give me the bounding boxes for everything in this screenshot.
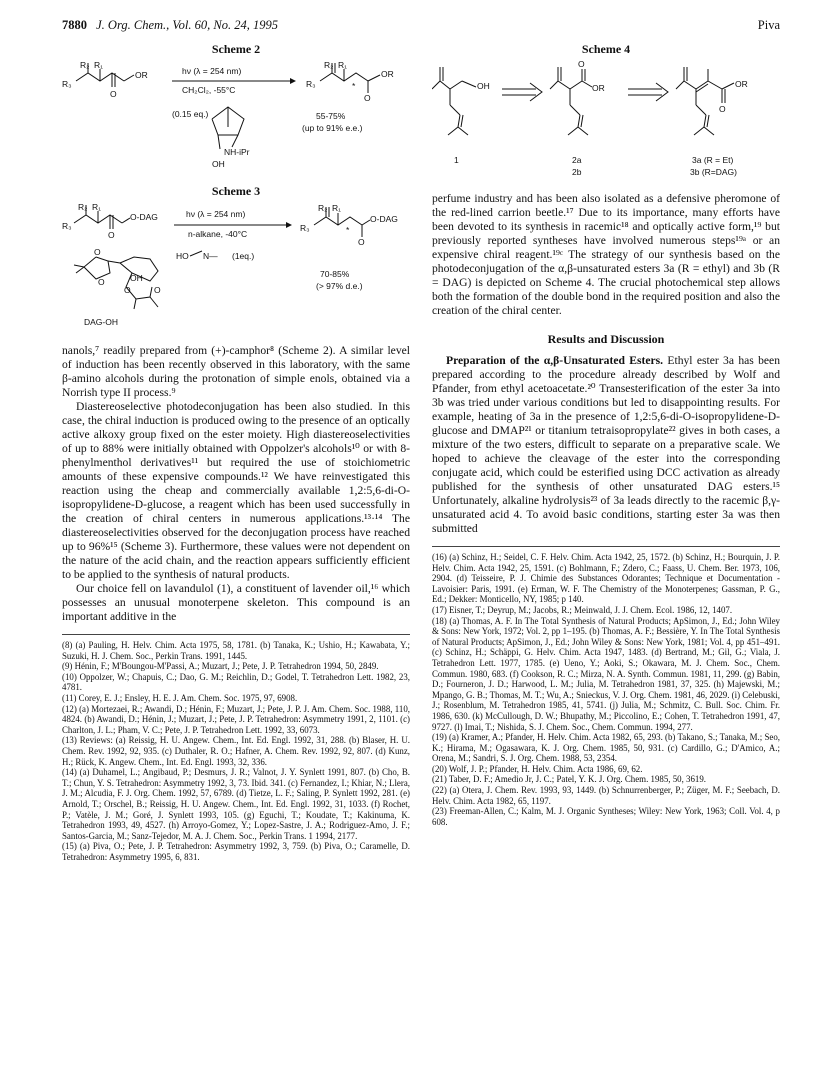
left-footnotes	[62, 634, 410, 862]
scheme2-drawing	[62, 59, 410, 177]
section-title: Results and Discussion	[547, 332, 665, 346]
svg-text:O: O	[364, 93, 371, 103]
scheme3-title: Scheme 3	[211, 184, 261, 198]
scheme3-drawing	[62, 201, 410, 335]
footnote-22: (22) (a) Otera, J. Chem. Rev. 1993, 93, 1449. (b) Schnurrenberger, P.; Züger, M. F.; Seebach, D. Helv. Chim. Acta 1982, 65, 1197.	[432, 785, 780, 806]
scheme2	[62, 59, 410, 182]
scheme4-title: Scheme 4	[581, 42, 631, 56]
scheme2-p-r1: R₁	[338, 60, 348, 70]
scheme4-or-3: OR	[735, 79, 748, 89]
footnote-21: (21) Taber, D. F.; Amedio Jr, J. C.; Patel, Y. K. J. Org. Chem. 1985, 50, 3619.	[432, 774, 706, 785]
dag-oh-name: DAG-OH	[84, 317, 118, 327]
scheme3-reagent-n: N—	[203, 251, 218, 261]
label-compound-2b: 2b	[572, 167, 582, 177]
footnote-10: (10) Oppolzer, W.; Chapuis, C.; Dao, G. M.; Reichlin, D.; Godel, T. Tetrahedron Lett. 1982, 23, 4781.	[62, 671, 410, 693]
label-compound-1: 1	[454, 155, 459, 165]
right-column	[432, 40, 780, 827]
scheme2-or: OR	[135, 70, 148, 80]
footnote-23: (23) Freeman-Allen, C.; Kalm, M. J. Organic Syntheses; Wiley: New York, 1963; Coll. Vol. 4, p 608.	[432, 806, 780, 827]
dag-glucose-structure	[74, 257, 158, 309]
footnote-9: (9) Hénin, F.; M'Boungou-M'Passi, A.; Muzart, J.; Pete, J. P. Tetrahedron 1994, 50, 2849.	[62, 661, 379, 672]
label-compound-3b: 3b (R=DAG)	[690, 167, 737, 177]
scheme3-r2: R₂	[78, 202, 88, 212]
scheme2-r3: R₃	[62, 79, 72, 89]
ester-2-structure	[550, 67, 592, 135]
scheme2-r2: R₂	[80, 60, 90, 70]
footnote-8: (8) (a) Pauling, H. Helv. Chim. Acta 1975, 58, 1781. (b) Tanaka, K.; Ushio, H.; Kawabata, Y.; Suzuki, H. J. Chem. Soc., Perkin Trans. 1991, 1445.	[62, 640, 410, 661]
scheme2-p-r3: R₃	[306, 79, 316, 89]
footnote-17: (17) Eisner, T.; Deyrup, M.; Jacobs, R.; Meinwald, J. J. Chem. Ecol. 1986, 12, 1407.	[432, 604, 733, 615]
scheme2-equiv: (0.15 eq.)	[172, 109, 209, 119]
svg-text:O: O	[719, 104, 726, 114]
scheme2-p-or: OR	[381, 69, 394, 79]
scheme2-title: Scheme 2	[211, 42, 261, 56]
left-column	[62, 40, 410, 862]
ester-3-structure	[676, 67, 734, 135]
svg-text:O: O	[110, 89, 117, 99]
right-paragraph-1: perfume industry and has been also isolated as a defensive pheromone of the red-lined carrion beetle.¹⁷ Due to its importance, many efforts have been devoted to its synthesis in racemic¹⁸ and optically active form,¹⁹ but previously reported syntheses have involved numerous steps¹⁹ᵃ or an expensive chiral reagent.¹⁹ᶜ The strategy of our synthesis based on the photodeconjugation of the α,β-unsaturated esters 3a (R = ethyl) and 3b (R = DAG) is depicted on Scheme 4. The crucial photochemical step allows both the formation of the double bond in the required position and also the creation of the chiral center.	[432, 192, 780, 317]
right-footnotes	[432, 546, 780, 827]
scheme2-catalyst	[212, 107, 244, 149]
scheme2-ee: (up to 91% e.e.)	[302, 123, 363, 133]
left-paragraph-3: Our choice fell on lavandulol (1), a constituent of lavender oil,¹⁶ which possesses an unusual monoterpene skeleton. This compound is an important additive in the	[62, 582, 410, 623]
scheme2-yield: 55-75%	[316, 111, 346, 121]
svg-text:O: O	[154, 285, 161, 295]
scheme3-cond-bottom: n-alkane, -40°C	[188, 229, 248, 239]
author-name: Piva	[757, 18, 780, 32]
retro-arrow-1	[502, 83, 542, 101]
right-body-text	[432, 192, 780, 536]
scheme4-drawing	[432, 59, 780, 179]
left-paragraph-1: nanols,⁷ readily prepared from (+)-camphor⁸ (Scheme 2). A similar level of induction has been recently observed in this laboratory, with the same β-amino alcohols during the protonation of simple enols, obtained via a Norrish type II process.⁹	[62, 344, 410, 399]
svg-text:O: O	[578, 59, 585, 69]
svg-text:O: O	[98, 277, 105, 287]
retro-arrow-2	[628, 83, 668, 101]
svg-text:*: *	[346, 225, 350, 235]
scheme3-r1: R₁	[92, 202, 102, 212]
journal-citation: J. Org. Chem., Vol. 60, No. 24, 1995	[96, 18, 278, 32]
svg-text:O: O	[94, 247, 101, 257]
scheme3	[62, 201, 410, 340]
right-paragraph-results: Ethyl ester 3a has been prepared according to the procedure already described by Wolf and Pfander, from ethyl acetoacetate.²⁰ Transesterification of the ester 3a into 3b was tried under various conditions but led to disappointing results. For example, heating of 3a in the presence of 1,2:5,6-di-O-isopropylidene-D-glucose and DMAP²¹ or titanium tetraisopropylate²² gives in both cases, a mixture of the two esters, difficult to separate on a preparative scale. We hoped to achieve the cleavage of the ester into the corresponding conjugate acid, which could be esterified using DCC activation as already published for the synthesis of other unsaturated DAG esters.¹⁵ Unfortunately, alkaline hydrolysis²³ of 3a leads directly to the racemic β,γ-unsaturated acid 4. To avoid basic conditions, starting ester 3a was then submitted	[432, 354, 780, 535]
scheme3-yield: 70-85%	[320, 269, 350, 279]
subsection-title: Preparation of the α,β-Unsaturated Esters.	[446, 354, 664, 367]
footnote-16: (16) (a) Schinz, H.; Seidel, C. F. Helv. Chim. Acta 1942, 25, 1572. (b) Schinz, H.; Bourquin, J. P. Helv. Chim. Acta 1942, 25, 1591. (c) Bohlmann, F.; Zdero, C.; Faass, U. Chem. Ber. 1973, 106, 2904. (d) Teisseire, P. J. Chimie des Substances Odorantes; Technique et Documentation - Lavoisier: Paris, 1991. (e) Erman, W. F. The Chemistry of the Monoterpenes; Gassman, P. G., Ed.; Dekker: Monticello, NY, 1985; p 140.	[432, 552, 780, 605]
page-number: 7880	[62, 18, 87, 32]
scheme3-de: (> 97% d.e.)	[316, 281, 363, 291]
lavandulol-structure	[432, 67, 476, 135]
footnote-12: (12) (a) Mortezaei, R.; Awandi, D.; Hénin, F.; Muzart, J.; Pete, J. P. J. Am. Chem. Soc. 1988, 110, 4824. (b) Awandi, D.; Hénin, J.; Muzart, J.; Pete, J. P. Tetrahedron: Asymmetry 1991, 2, 1101. (c) Charlton, J. L.; Pham, V. C.; Pete, J. P. Tetrahedron Lett. 1992, 33, 6073.	[62, 703, 410, 735]
scheme3-cond-top: hν (λ = 254 nm)	[186, 209, 246, 219]
scheme3-odag: O-DAG	[130, 212, 158, 222]
scheme3-reagent-ho: HO	[176, 251, 189, 261]
svg-text:O: O	[358, 237, 365, 247]
svg-text:*: *	[352, 81, 356, 91]
footnote-18: (18) (a) Thomas, A. F. In The Total Synthesis of Natural Products; ApSimon, J., Ed.; John Wiley & Sons: New York, 1972; Vol. 2, pp 1–195. (b) Thomas, A. F.; Bessière, Y. In The Total Synthesis of Natural Products; ApSimon, J., Ed.; John Wiley & Sons: New York, 1981; Vol. 4, pp 451–491. (c) Schinz, H.; Schäppi, G. Helv. Chim. Acta 1947, 1483. (d) Bertrand, M.; Gil, G.; Viala, J. Tetrahedron Lett. 1977, 1785. (e) Ueno, Y.; Aoki, S.; Okawara, M. J. Chem. Soc., Chem. Commun. 1980, 683. (f) Cookson, R. C.; Mirza, N. A. Synth. Commun. 1981, 11, 299. (g) Babin, D.; Fourneron, J. D.; Harwood, L. M.; Julia, M. Tetrahedron 1981, 37, 325. (h) Majewski, M.; Mpango, G. B.; Thomas, M. T.; Wu, A.; Snieckus, V. J. Org. Chem. 1981, 46, 2029. (i) Celebuski, J.; Rosenblum, M. Tetrahedron 1985, 41, 5741. (j) Julia, M.; Schmitz, C. Bull. Soc. Chim. Fr. 1986, 630. (k) McCullough, D. W.; Bhupathy, M.; Piccolino, E.; Cohen, T. Tetrahedron 1991, 47, 9727. (l) Imai, T.; Nishida, S. J. Chem. Soc., Chem. Commun. 1994, 277.	[432, 615, 780, 732]
scheme4-oh: OH	[477, 81, 490, 91]
footnote-19: (19) (a) Kramer, A.; Pfander, H. Helv. Chim. Acta 1982, 65, 293. (b) Takano, S.; Tanaka, M.; Seo, K.; Hirama, M.; Ogasawara, K. J. Org. Chem. 1985, 50, 931. (c) Cardillo, G.; D'Amico, A.; Orena, M.; Sandri, S. J. Org. Chem. 1988, 53, 2354.	[432, 732, 780, 764]
scheme2-p-r2: R₂	[324, 60, 334, 70]
scheme2-cond-bottom: CH₂Cl₂, -55°C	[182, 85, 236, 95]
left-paragraph-2: Diastereoselective photodeconjugation has been also studied. In this case, the chiral induction is produced owing to the presence of an optically active alkoxy group fixed on the ester moiety. High diastereoselectivities of up to 88% were initially obtained with Oppolzer's alcohols¹⁰ or with 8-phenylmenthol derivatives¹¹ but required the use of stoichiometric amounts of these expensive compounds.¹² We have reinvestigated this reaction using the cheap and commercially available 1,2:5,6-di-O-isopropylidene-D-glucose, a reagent which has been used successfully in the creation of chiral centers in numerous applications.¹³·¹⁴ The diastereoselectivities observed for the deconjugation process have reached up to 96%¹⁵ (Scheme 3). Furthermore, these values were not dependent on the nature of the acid chain, and the reaction appears sufficiently efficient to be applied to the synthesis of natural products.	[62, 400, 410, 581]
scheme4-or-2: OR	[592, 83, 605, 93]
scheme3-p-r2: R₂	[318, 203, 328, 213]
running-header	[62, 18, 780, 34]
scheme3-r3: R₃	[62, 221, 72, 231]
scheme3-p-odag: O-DAG	[370, 214, 398, 224]
left-body-text	[62, 344, 410, 624]
footnote-13: (13) Reviews: (a) Reissig, H. U. Angew. Chem., Int. Ed. Engl. 1992, 31, 288. (b) Blaser, H. U. Chem. Rev. 1992, 92, 935. (c) Duthaler, R. O.; Hafner, A. Chem. Rev. 1992, 92, 807. (d) Kunz, H.; Rück, K. Angew. Chem., Int. Ed. Engl. 1993, 32, 336.	[62, 735, 410, 767]
footnote-14: (14) (a) Duhamel, L.; Angibaud, P.; Desmurs, J. R.; Valnot, J. Y. Synlett 1991, 807. (b) Cho, B. T.; Chun, Y. S. Tetrahedron: Asymmetry 1992, 3, 73. Ibid. 341. (c) Fernandez, I.; Khiar, N.; Llera, J. M.; Alcudia, F. J. Org. Chem. 1992, 57, 6789. (d) Tietze, L. F.; Saling, P. Synlett 1992, 281. (e) Arnold, T.; Orschel, B.; Reissig, H. U. Angew. Chem., Int. Ed. Engl. 1992, 31, 1033. (f) Rochet, P.; Vatèle, J. M.; Goré, J. Synlett 1993, 105. (g) Eguchi, T.; Koudate, T.; Kakinuma, K. Tetrahedron 1993, 49, 4527. (h) Arroyo-Gomez, Y.; Lopez-Sastre, J. A.; Rodriguez-Amo, J. F.; Santos-Garcia, M.; Sanz-Tejedor, M. A. J. Chem. Soc., Perkin Trans. 1 1994, 2177.	[62, 767, 410, 841]
footnote-20: (20) Wolf, J. P.; Pfander, H. Helv. Chim. Acta 1986, 69, 62.	[432, 763, 643, 774]
scheme2-amine: NH-iPr	[224, 147, 250, 157]
scheme3-p-r3: R₃	[300, 223, 310, 233]
scheme2-oh: OH	[212, 159, 225, 169]
scheme4	[432, 59, 780, 184]
footnote-15: (15) (a) Piva, O.; Pete, J. P. Tetrahedron: Asymmetry 1992, 3, 759. (b) Piva, O.; Caramelle, D. Tetrahedron: Asymmetry 1995, 6, 831.	[62, 841, 410, 862]
label-compound-3a: 3a (R = Et)	[692, 155, 734, 165]
dag-oh-label: OH	[130, 273, 143, 283]
label-compound-2a: 2a	[572, 155, 582, 165]
scheme2-r1: R₁	[94, 60, 104, 70]
footnote-11: (11) Corey, E. J.; Ensley, H. E. J. Am. Chem. Soc. 1975, 97, 6908.	[62, 692, 298, 703]
scheme3-p-r1: R₁	[332, 203, 342, 213]
scheme2-cond-top: hν (λ = 254 nm)	[182, 66, 242, 76]
svg-text:O: O	[108, 230, 115, 240]
svg-text:O: O	[124, 285, 131, 295]
scheme3-reagent-eq: (1eq.)	[232, 251, 255, 261]
